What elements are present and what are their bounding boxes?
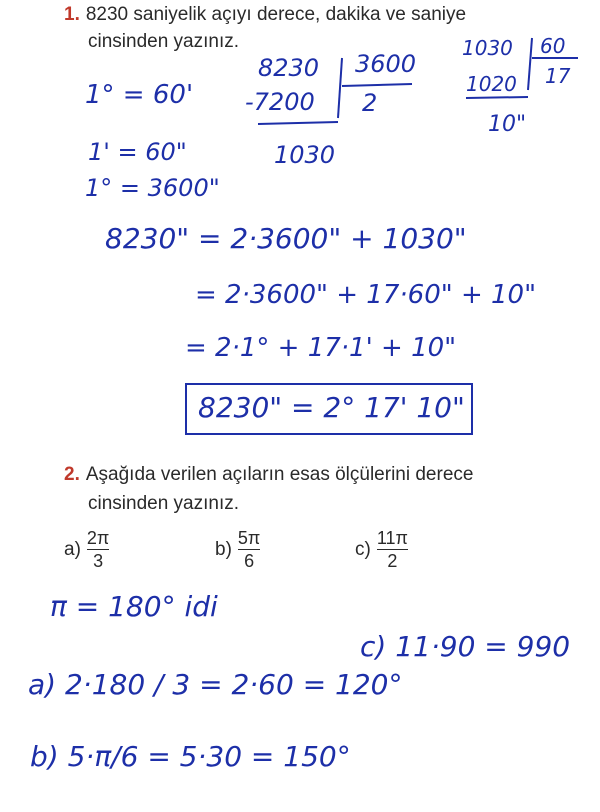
question-1-text-line2: cinsinden yazınız. xyxy=(88,31,240,52)
solution-step-2: = 2·3600" + 17·60" + 10" xyxy=(195,280,537,310)
question-2-text-line1: Aşağıda verilen açıların esas ölçülerini derece xyxy=(85,464,474,485)
option-c-numerator: 11π xyxy=(376,528,408,548)
option-b-label: b) xyxy=(215,538,232,560)
question-2 xyxy=(64,462,473,488)
question-1-number: 1. xyxy=(64,4,80,25)
option-a-fraction xyxy=(87,528,109,571)
option-c-fraction xyxy=(377,528,408,571)
division-2-remainder: 10" xyxy=(488,112,527,137)
division-1-quotient: 2 xyxy=(362,89,378,117)
division-1-subtrahend: -7200 xyxy=(245,88,315,116)
option-c-label: c) xyxy=(355,538,371,560)
question-1-text-line1: 8230 saniyelik açıyı derece, dakika ve saniye xyxy=(85,4,467,25)
option-a-label: a) xyxy=(64,538,81,560)
division-2-quotient: 17 xyxy=(545,64,571,88)
pi-note: π = 180° idi xyxy=(50,590,218,623)
answer-a: a) 2·180 / 3 = 2·60 = 120° xyxy=(28,668,403,701)
division-2-dividend: 1030 xyxy=(462,36,513,60)
option-b-numerator: 5π xyxy=(237,528,261,548)
division-2-divisor: 60 xyxy=(540,34,566,58)
option-c xyxy=(355,528,408,571)
option-a-denominator: 3 xyxy=(93,551,104,571)
conversion-degree-second: 1° = 3600" xyxy=(85,174,220,202)
question-2-number: 2. xyxy=(64,464,80,485)
question-2-text-line2: cinsinden yazınız. xyxy=(88,493,240,514)
answer-c: c) 11·90 = 990 xyxy=(360,630,571,663)
option-a xyxy=(64,528,109,571)
answer-1: 8230" = 2° 17' 10" xyxy=(198,391,465,424)
option-b-denominator: 6 xyxy=(244,551,255,571)
conversion-degree-minute: 1° = 60' xyxy=(85,80,194,110)
solution-step-3: = 2·1° + 17·1' + 10" xyxy=(185,333,457,363)
division-2-subtrahend: 1020 xyxy=(466,72,517,96)
answer-b: b) 5·π/6 = 5·30 = 150° xyxy=(30,740,351,773)
division-1-remainder: 1030 xyxy=(274,141,336,169)
option-b-fraction xyxy=(238,528,260,571)
division-1-dividend: 8230 xyxy=(258,54,320,82)
division-1-divisor: 3600 xyxy=(355,50,417,78)
option-a-numerator: 2π xyxy=(86,528,110,548)
option-c-denominator: 2 xyxy=(387,551,398,571)
option-b xyxy=(215,528,260,571)
solution-step-1: 8230" = 2·3600" + 1030" xyxy=(105,222,467,255)
conversion-minute-second: 1' = 60" xyxy=(88,138,187,166)
